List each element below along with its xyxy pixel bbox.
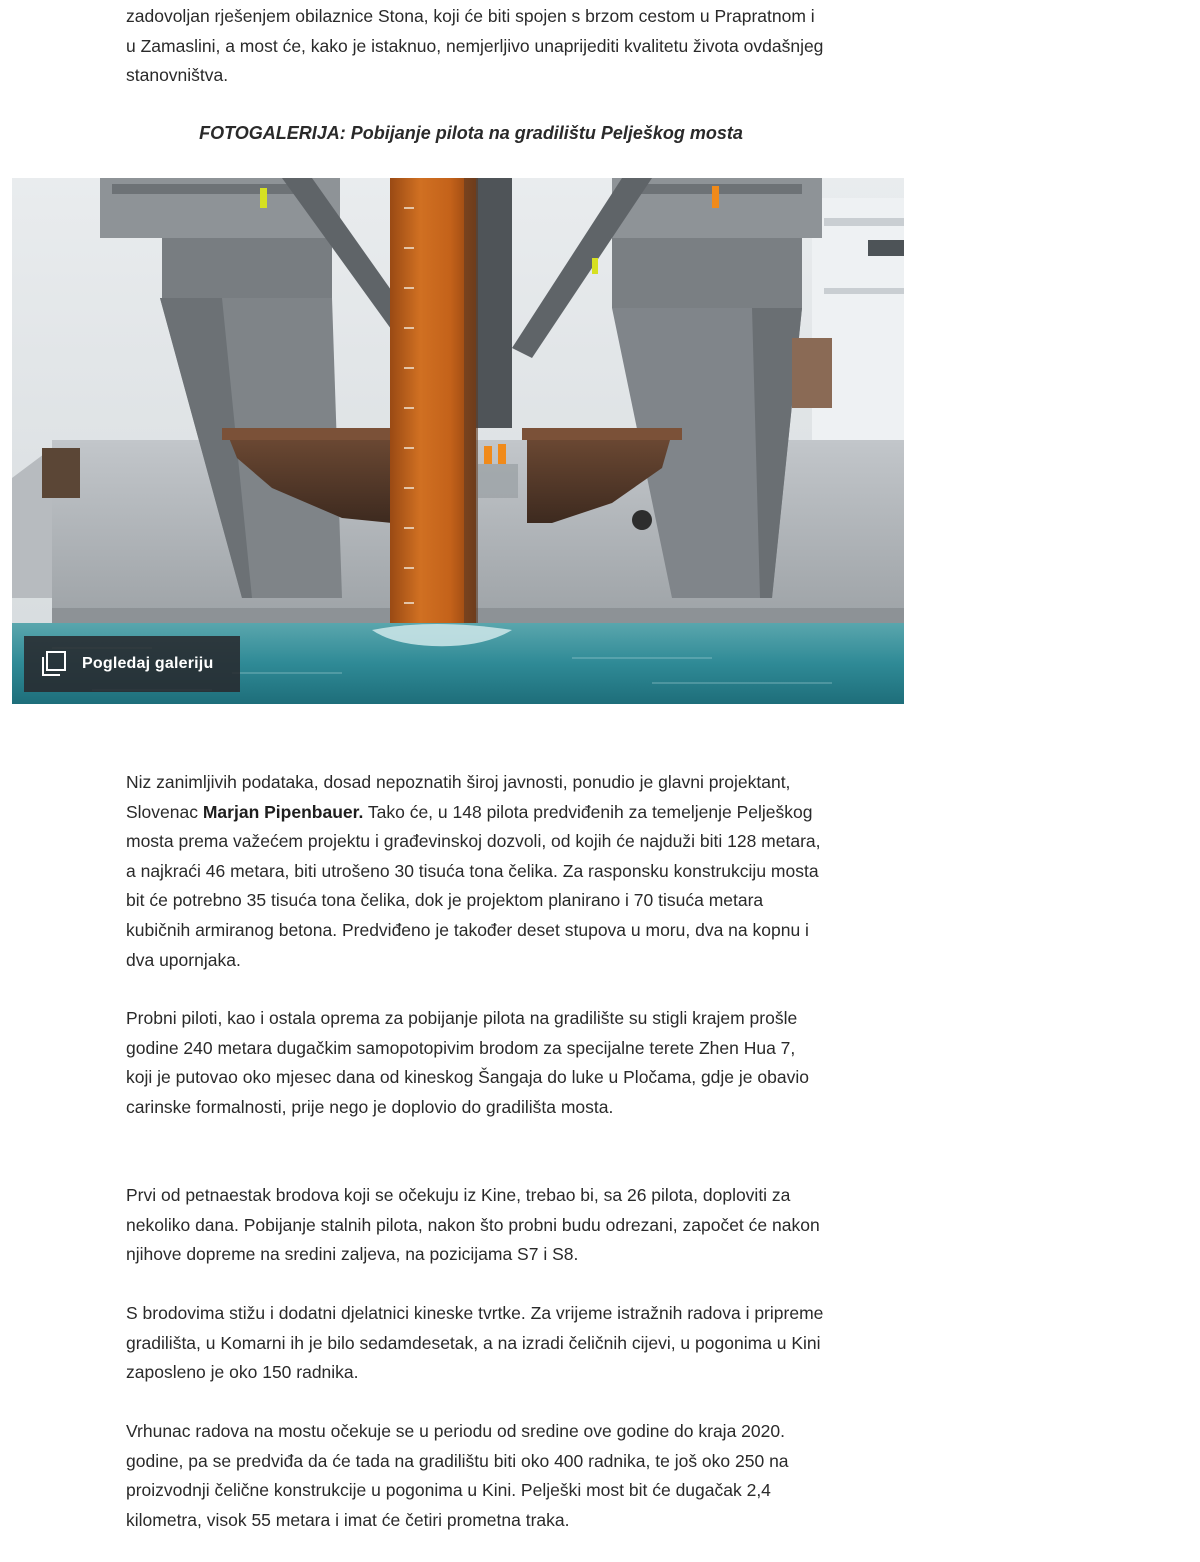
- gallery-photo[interactable]: [12, 178, 904, 704]
- intro-paragraph: zadovoljan rješenjem obilaznice Stona, koji će biti spojen s brzom cestom u Prapratnom i u Zamaslini, a most će, kako je istaknuo, nemjerljivo unaprijediti kvalitetu života ovdašnjeg stanovništva.: [126, 6, 824, 86]
- paragraph1-text-end: Tako će, u 148 pilota predviđenih za temeljenje Pelješkog mosta prema važećem projektu i građevinskoj dozvoli, od kojih će najduži biti 128 metara, a najkraći 46 metara, biti utrošeno 30 tisuća tona čelika. Za rasponsku konstrukciju mosta bit će potrebno 35 tisuća tona čelika, dok je projektom planirano i 70 tisuća metara kubičnih armiranog betona. Predviđeno je također deset stupova u moru, dva na kopnu i dva upornjaka.: [126, 801, 821, 970]
- paragraph-first-ships: Prvi od petnaestak brodova koji se očekuju iz Kine, trebao bi, sa 26 pilota, doploviti za nekoliko dana. Pobijanje stalnih pilota, nakon što probni budu odrezani, započet će nakon njihove dopreme na sredini zaljeva, na pozicijama S7 i S8.: [126, 1185, 820, 1265]
- paragraph1-text-start: Niz zanimljivih podataka, dosad nepoznatih široj javnosti, ponudio je glavni projektant, Slovenac: [126, 772, 791, 822]
- designer-name: Marjan Pipenbauer.: [202, 801, 364, 822]
- paragraph-workers: S brodovima stižu i dodatni djelatnici kineske tvrtke. Za vrijeme istražnih radova i pripreme gradilišta, u Komarni ih je bilo sedamdesetak, a na izradi čeličnih cijevi, u pogonima u Kini zaposleno je oko 150 radnika.: [126, 1303, 824, 1383]
- paragraph-project-data: [126, 768, 826, 975]
- paragraph-peak-works: Vrhunac radova na mostu očekuje se u periodu od sredine ove godine do kraja 2020. godine, pa se predviđa da će tada na gradilištu biti oko 400 radnika, te još oko 250 na proizvodnji čelične konstrukcije u pogonima u Kini. Pelješki most bit će dugačak 2,4 kilometra, visok 55 metara i imat će četiri prometna traka.: [126, 1421, 789, 1530]
- view-gallery-label: Pogledaj galeriju: [82, 655, 214, 672]
- view-gallery-button[interactable]: [24, 636, 240, 692]
- gallery-stack-icon: [38, 649, 68, 679]
- pile-driving-ship-illustration: [12, 178, 904, 704]
- gallery-caption: FOTOGALERIJA: Pobijanje pilota na gradilištu Pelješkog mosta: [199, 123, 743, 143]
- paragraph-test-piles: Probni piloti, kao i ostala oprema za pobijanje pilota na gradilište su stigli krajem prošle godine 240 metara dugačkim samopotopivim brodom za specijalne terete Zhen Hua 7, koji je putovao oko mjesec dana od kineskog Šangaja do luke u Pločama, gdje je obavio carinske formalnosti, prije nego je doplovio do gradilišta mosta.: [126, 1008, 809, 1117]
